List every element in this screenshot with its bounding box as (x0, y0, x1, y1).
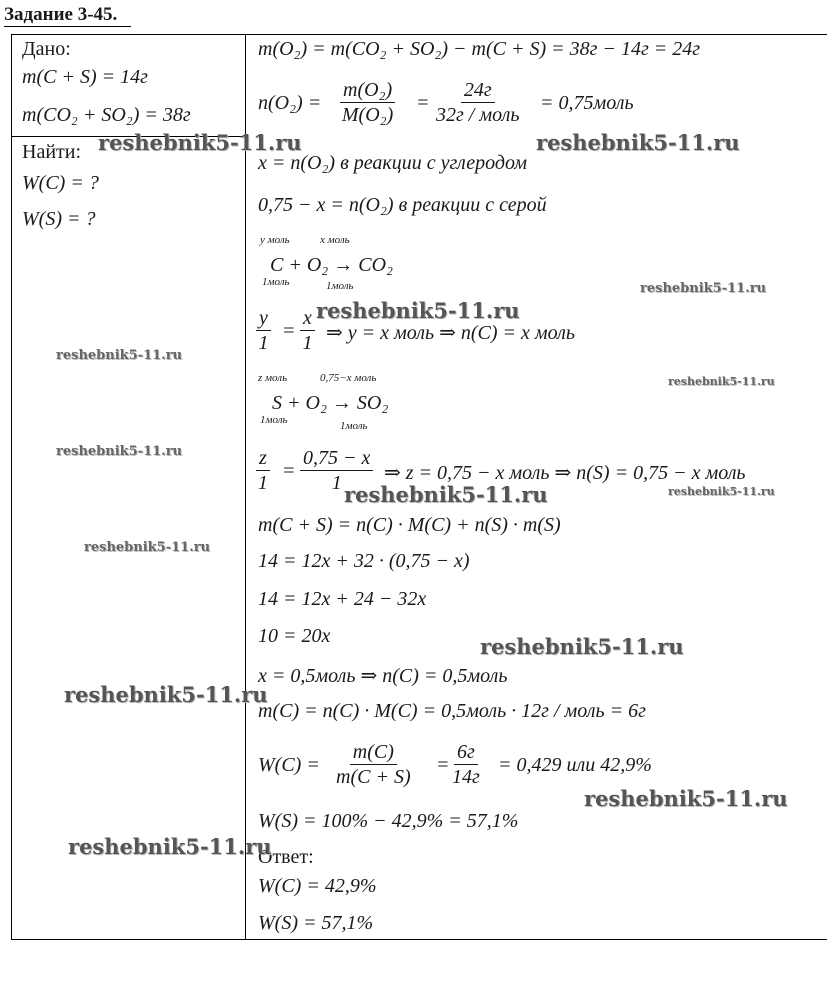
equals-sign: = (416, 92, 430, 114)
find-w-sulfur: W(S) = ? (22, 208, 96, 230)
column-divider (245, 34, 246, 940)
solution-line-w-sulfur: W(S) = 100% − 42,9% = 57,1% (258, 810, 519, 832)
fraction-denominator: 1 (257, 472, 268, 494)
solution-line-mass-sum: m(C + S) = n(C) · M(C) + n(S) · m(S) (258, 514, 561, 536)
fraction-m-over-M-o2 (340, 78, 395, 127)
fraction-numerator: z (256, 446, 270, 471)
watermark: reshebnik5-11.ru (480, 634, 684, 659)
reaction1-top-left: y моль (260, 234, 290, 246)
watermark: reshebnik5-11.ru (98, 130, 302, 155)
answer-label: Ответ: (258, 846, 314, 868)
watermark: reshebnik5-11.ru (344, 482, 548, 507)
solution-w-carbon-left: W(C) = (258, 754, 320, 776)
fraction-y-over-1 (256, 306, 271, 355)
task-title: Задание 3-45. (4, 4, 131, 27)
fraction-numerator: 0,75 − x (300, 446, 373, 471)
given-label: Дано: (22, 38, 71, 60)
watermark: reshebnik5-11.ru (668, 485, 775, 498)
fraction-numerator: m(C) (350, 740, 397, 765)
watermark: reshebnik5-11.ru (668, 375, 775, 388)
watermark: reshebnik5-11.ru (64, 682, 268, 707)
solution-line-075-x-def: 0,75 − x = n(O₂) в реакции с серой (258, 194, 547, 216)
solution-line-x-def: x = n(O₂) в реакции с углеродом (258, 152, 527, 174)
answer-w-carbon: W(C) = 42,9% (258, 875, 377, 897)
fraction-numerator: y (256, 306, 271, 331)
fraction-mc-over-mcs (336, 740, 411, 789)
reaction1-top-right: x моль (320, 234, 350, 246)
fraction-z-over-1 (256, 446, 270, 495)
fraction-denominator: m(C + S) (336, 766, 411, 788)
fraction-denominator: 1 (331, 472, 342, 494)
fraction-denominator: M(O₂) (341, 104, 394, 126)
reaction2-top-left: z моль (258, 372, 288, 384)
solution-n-o2-left: n(O₂) = (258, 92, 322, 114)
solution-line-x-value: x = 0,5моль ⇒ n(C) = 0,5моль (258, 665, 508, 687)
watermark: reshebnik5-11.ru (84, 540, 211, 555)
given-mass-gases: m(CO₂ + SO₂) = 38г (22, 104, 191, 126)
given-mass-mixture: m(C + S) = 14г (22, 66, 148, 88)
solution-line-mass-o2: m(O₂) = m(CO₂ + SO₂) − m(C + S) = 38г − 14г = 24г (258, 38, 701, 60)
solution-line-equation-2: 14 = 12x + 24 − 32x (258, 588, 427, 610)
equals-sign: = (282, 320, 296, 342)
fraction-numerator: m(O₂) (340, 78, 395, 103)
find-label: Найти: (22, 141, 82, 163)
solution-line-mass-carbon: m(C) = n(C) · M(C) = 0,5моль · 12г / моль = 6г (258, 700, 646, 722)
fraction-numerator: x (300, 306, 315, 331)
reaction1-bottom-left: 1моль (262, 276, 290, 288)
solution-line-equation-3: 10 = 20x (258, 625, 331, 647)
solution-n-o2-result: = 0,75моль (540, 92, 634, 114)
fraction-denominator: 14г (452, 766, 480, 788)
reaction1-bottom-right: 1моль (326, 280, 354, 292)
answer-w-sulfur: W(S) = 57,1% (258, 912, 374, 934)
watermark: reshebnik5-11.ru (56, 348, 183, 363)
reaction2-top-right: 0,75−x моль (320, 372, 377, 384)
fraction-denominator: 1 (258, 332, 269, 354)
watermark: reshebnik5-11.ru (316, 298, 520, 323)
fraction-numerator: 6г (454, 740, 478, 765)
reaction1-equation: C + O₂ → CO₂ (270, 254, 393, 276)
watermark: reshebnik5-11.ru (640, 281, 767, 296)
fraction-denominator: 1 (302, 332, 313, 354)
reaction2-bottom-right: 1моль (340, 420, 368, 432)
fraction-24-over-32 (436, 78, 519, 127)
find-w-carbon: W(C) = ? (22, 172, 99, 194)
fraction-6-over-14 (452, 740, 480, 789)
fraction-numerator: 24г (461, 78, 495, 103)
watermark: reshebnik5-11.ru (584, 786, 788, 811)
fraction-denominator: 32г / моль (436, 104, 520, 126)
solution-line-n-carbon: ⇒ y = x моль ⇒ n(C) = x моль (326, 322, 575, 344)
reaction2-bottom-left: 1моль (260, 414, 288, 426)
watermark: reshebnik5-11.ru (68, 834, 272, 859)
equals-sign: = (282, 460, 296, 482)
watermark: reshebnik5-11.ru (536, 130, 740, 155)
solution-line-n-sulfur: ⇒ z = 0,75 − x моль ⇒ n(S) = 0,75 − x моль (384, 462, 746, 484)
solution-line-equation-1: 14 = 12x + 32 · (0,75 − x) (258, 550, 470, 572)
reaction2-equation: S + O₂ → SO₂ (272, 392, 389, 414)
watermark: reshebnik5-11.ru (56, 444, 183, 459)
fraction-x-over-1 (300, 306, 315, 355)
solution-w-carbon-result: = 0,429 или 42,9% (498, 754, 652, 776)
equals-sign: = (436, 754, 450, 776)
